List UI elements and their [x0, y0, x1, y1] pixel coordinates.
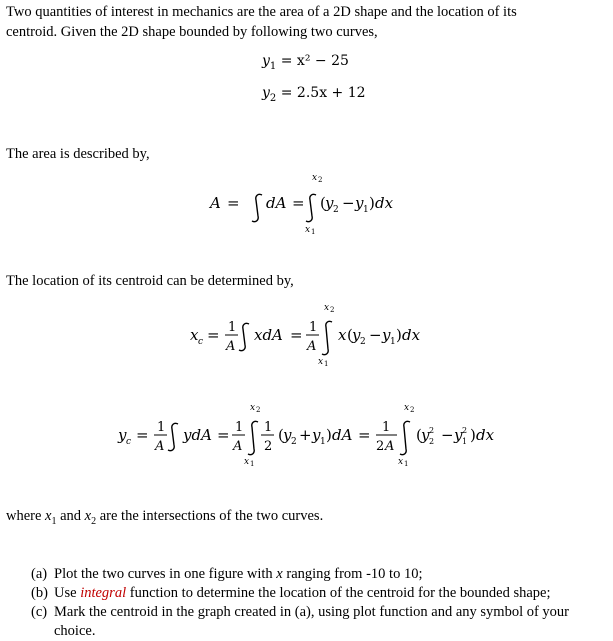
- equation-y2: $y_2 = 2.5x + 12$: [262, 85, 366, 104]
- svg-text:y: y: [421, 426, 430, 444]
- svg-text:x: x: [250, 403, 256, 413]
- task-c: (c) Mark the centroid in the graph created in (a), using plot function and any symbol of your choice.: [31, 604, 570, 639]
- svg-text:=: =: [227, 194, 240, 212]
- svg-text:dx: dx: [402, 326, 421, 344]
- svg-text:2: 2: [360, 337, 366, 347]
- svg-text:=: =: [207, 326, 220, 344]
- svg-text:1: 1: [250, 460, 255, 468]
- svg-text:x: x: [404, 403, 410, 413]
- svg-text:1: 1: [382, 420, 391, 435]
- svg-text:x: x: [190, 326, 199, 344]
- svg-text:dA: dA: [332, 426, 353, 444]
- svg-text:1: 1: [324, 360, 329, 368]
- task-list: [31, 565, 611, 641]
- svg-text:x: x: [305, 225, 311, 235]
- svg-text:): ): [396, 326, 402, 344]
- svg-text:y: y: [325, 194, 334, 212]
- svg-text:2: 2: [429, 437, 435, 446]
- svg-text:=: =: [358, 426, 371, 444]
- svg-text:x: x: [312, 173, 318, 183]
- svg-text:A: A: [385, 439, 395, 454]
- svg-text:y: y: [382, 326, 391, 344]
- yc-formula: [117, 403, 495, 468]
- svg-text:dx: dx: [375, 194, 394, 212]
- svg-text:y: y: [454, 426, 463, 444]
- integral-keyword: integral: [80, 585, 127, 601]
- svg-text:A: A: [307, 339, 317, 354]
- intersections-note: where $x_1$ and $x_2$ are the intersections of the two curves.: [6, 508, 324, 527]
- svg-text:dx: dx: [476, 426, 495, 444]
- svg-text:1: 1: [462, 437, 468, 446]
- svg-text:A: A: [155, 439, 165, 454]
- svg-text:y: y: [283, 426, 292, 444]
- svg-text:A: A: [226, 339, 236, 354]
- svg-text:dA: dA: [266, 194, 287, 212]
- svg-text:=: =: [292, 194, 305, 212]
- svg-text:y: y: [312, 426, 321, 444]
- svg-text:): ): [369, 194, 375, 212]
- svg-text:1: 1: [390, 337, 396, 347]
- svg-text:(: (: [347, 326, 353, 344]
- svg-text:y: y: [118, 426, 127, 444]
- svg-text:2: 2: [462, 426, 468, 435]
- task-b: (b) Use integral function to determine the location of the centroid for the bounded shape;: [31, 585, 551, 601]
- svg-text:c: c: [198, 337, 204, 347]
- svg-text:=: =: [136, 426, 149, 444]
- svg-text:x: x: [338, 326, 347, 344]
- svg-text:1: 1: [309, 320, 318, 335]
- svg-text:−: −: [342, 194, 355, 212]
- svg-text:A: A: [210, 194, 221, 212]
- svg-text:1: 1: [311, 228, 316, 236]
- svg-text:1: 1: [228, 320, 237, 335]
- svg-text:2: 2: [318, 176, 323, 184]
- svg-text:=: =: [217, 426, 230, 444]
- centroid-description: The location of its centroid can be determined by,: [6, 273, 294, 289]
- svg-text:): ): [326, 426, 332, 444]
- svg-text:2: 2: [429, 426, 435, 435]
- svg-text:1: 1: [363, 205, 369, 215]
- svg-text:+: +: [299, 426, 312, 444]
- xc-formula: [190, 303, 421, 368]
- svg-text:2: 2: [330, 306, 335, 314]
- svg-text:x: x: [318, 357, 324, 367]
- svg-text:y: y: [352, 326, 361, 344]
- svg-text:(: (: [416, 426, 422, 444]
- svg-text:): ): [470, 426, 476, 444]
- area-description: The area is described by,: [6, 146, 150, 162]
- svg-text:2: 2: [291, 437, 297, 447]
- svg-text:c: c: [126, 437, 132, 447]
- svg-text:1: 1: [264, 420, 273, 435]
- svg-text:−: −: [369, 326, 382, 344]
- svg-text:−: −: [441, 426, 454, 444]
- svg-text:=: =: [290, 326, 303, 344]
- svg-text:x: x: [398, 457, 404, 467]
- svg-text:1: 1: [320, 437, 326, 447]
- svg-text:ydA: ydA: [183, 426, 212, 444]
- svg-text:1: 1: [157, 420, 166, 435]
- svg-text:(: (: [320, 194, 326, 212]
- equation-y1: $y_1 = x^2 - 25$: [262, 53, 349, 72]
- svg-text:(: (: [278, 426, 284, 444]
- svg-text:2: 2: [256, 406, 261, 414]
- svg-text:x: x: [244, 457, 250, 467]
- svg-text:x: x: [324, 303, 330, 313]
- area-formula: [208, 173, 394, 236]
- svg-text:A: A: [233, 439, 243, 454]
- task-a: (a) Plot the two curves in one figure with x ranging from -10 to 10;: [31, 566, 423, 582]
- svg-text:2: 2: [333, 205, 339, 215]
- svg-text:1: 1: [235, 420, 244, 435]
- svg-text:y: y: [355, 194, 364, 212]
- intro-paragraph: Two quantities of interest in mechanics are the area of a 2D shape and the location of its centroid. Given the 2D shape bounded by following two curves,: [6, 4, 517, 40]
- svg-text:1: 1: [404, 460, 409, 468]
- svg-text:2: 2: [264, 439, 273, 454]
- svg-text:2: 2: [410, 406, 415, 414]
- svg-text:2: 2: [376, 439, 385, 454]
- svg-text:xdA: xdA: [254, 326, 283, 344]
